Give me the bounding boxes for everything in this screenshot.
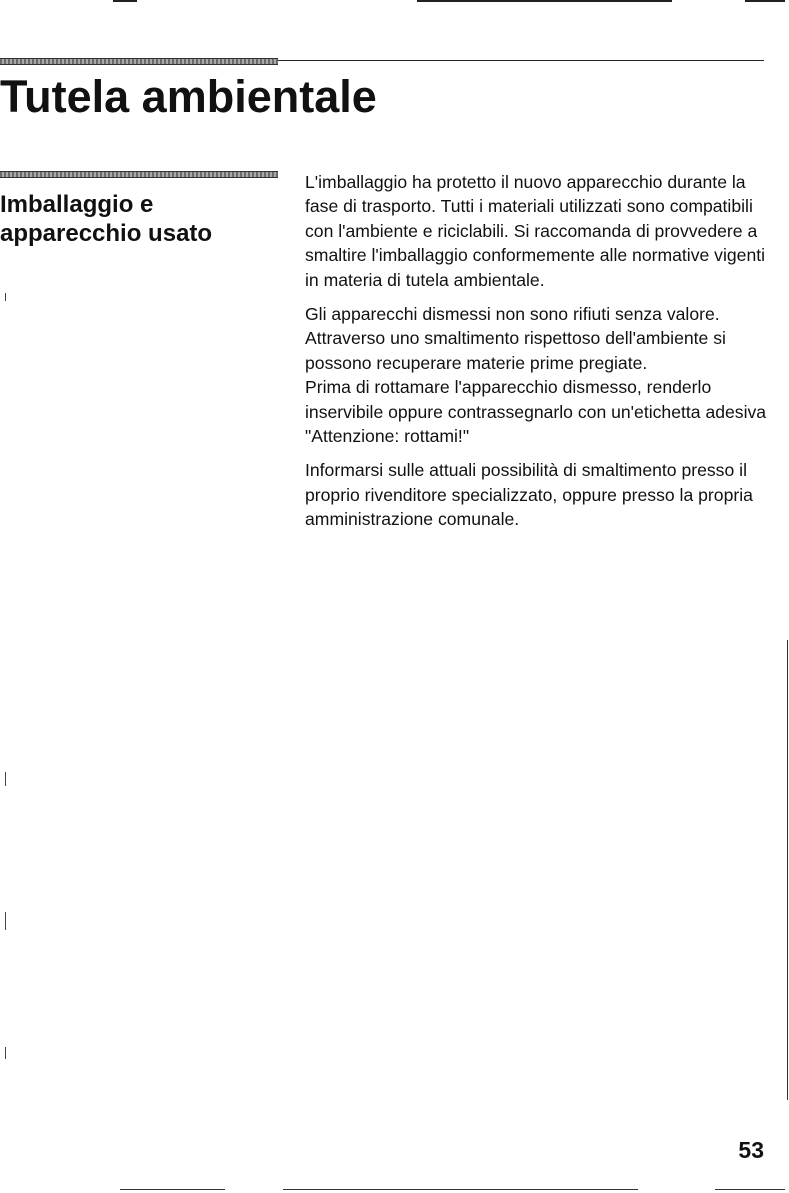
section-decorative-bar xyxy=(0,171,278,178)
scan-edge-line xyxy=(417,0,672,2)
section-heading-line-2: apparecchio usato xyxy=(0,220,213,247)
scan-margin-mark xyxy=(5,772,6,786)
scan-edge-line xyxy=(745,0,785,2)
header-rule xyxy=(278,60,764,61)
scan-bottom-line xyxy=(283,1189,638,1190)
scan-margin-mark xyxy=(5,293,6,301)
page-number: 53 xyxy=(738,1137,764,1163)
paragraph-disposal-info: Informarsi sulle attuali possibilità di smaltimento presso il proprio rivenditore specializzato, oppure presso la propria amministrazione comunale. xyxy=(305,460,753,530)
scan-bottom-line xyxy=(715,1189,785,1190)
paragraph-packaging: L'imballaggio ha protetto il nuovo apparecchio durante la fase di trasporto. Tutti i materiali utilizzati sono compatibili con l'ambiente e riciclabili. Si raccomanda di provvedere a smaltire l'imballaggio conformemente alle normative vigenti in materia di tutela ambientale. xyxy=(305,172,766,290)
header-decorative-bar xyxy=(0,58,278,65)
scan-right-edge xyxy=(787,640,788,1100)
page-title: Tutela ambientale xyxy=(0,71,377,122)
scan-bottom-line xyxy=(120,1189,225,1190)
paragraph-old-appliances-text: Gli apparecchi dismessi non sono rifiuti senza valore. Attraverso uno smaltimento rispettoso dell'ambiente si possono recuperare materie prime pregiate. xyxy=(305,304,726,373)
scan-margin-mark xyxy=(5,912,6,930)
paragraph-scrapping-text: Prima di rottamare l'apparecchio dismesso, renderlo inservibile oppure contrassegnarlo con un'etichetta adesiva "Attenzione: rottami!" xyxy=(305,377,767,447)
section-heading-line-1: Imballaggio e xyxy=(0,191,154,218)
section-body xyxy=(305,170,775,542)
scan-edge-line xyxy=(113,0,137,2)
paragraph-old-appliances xyxy=(305,302,775,448)
scan-margin-mark xyxy=(5,1047,6,1059)
section-heading xyxy=(0,190,290,248)
